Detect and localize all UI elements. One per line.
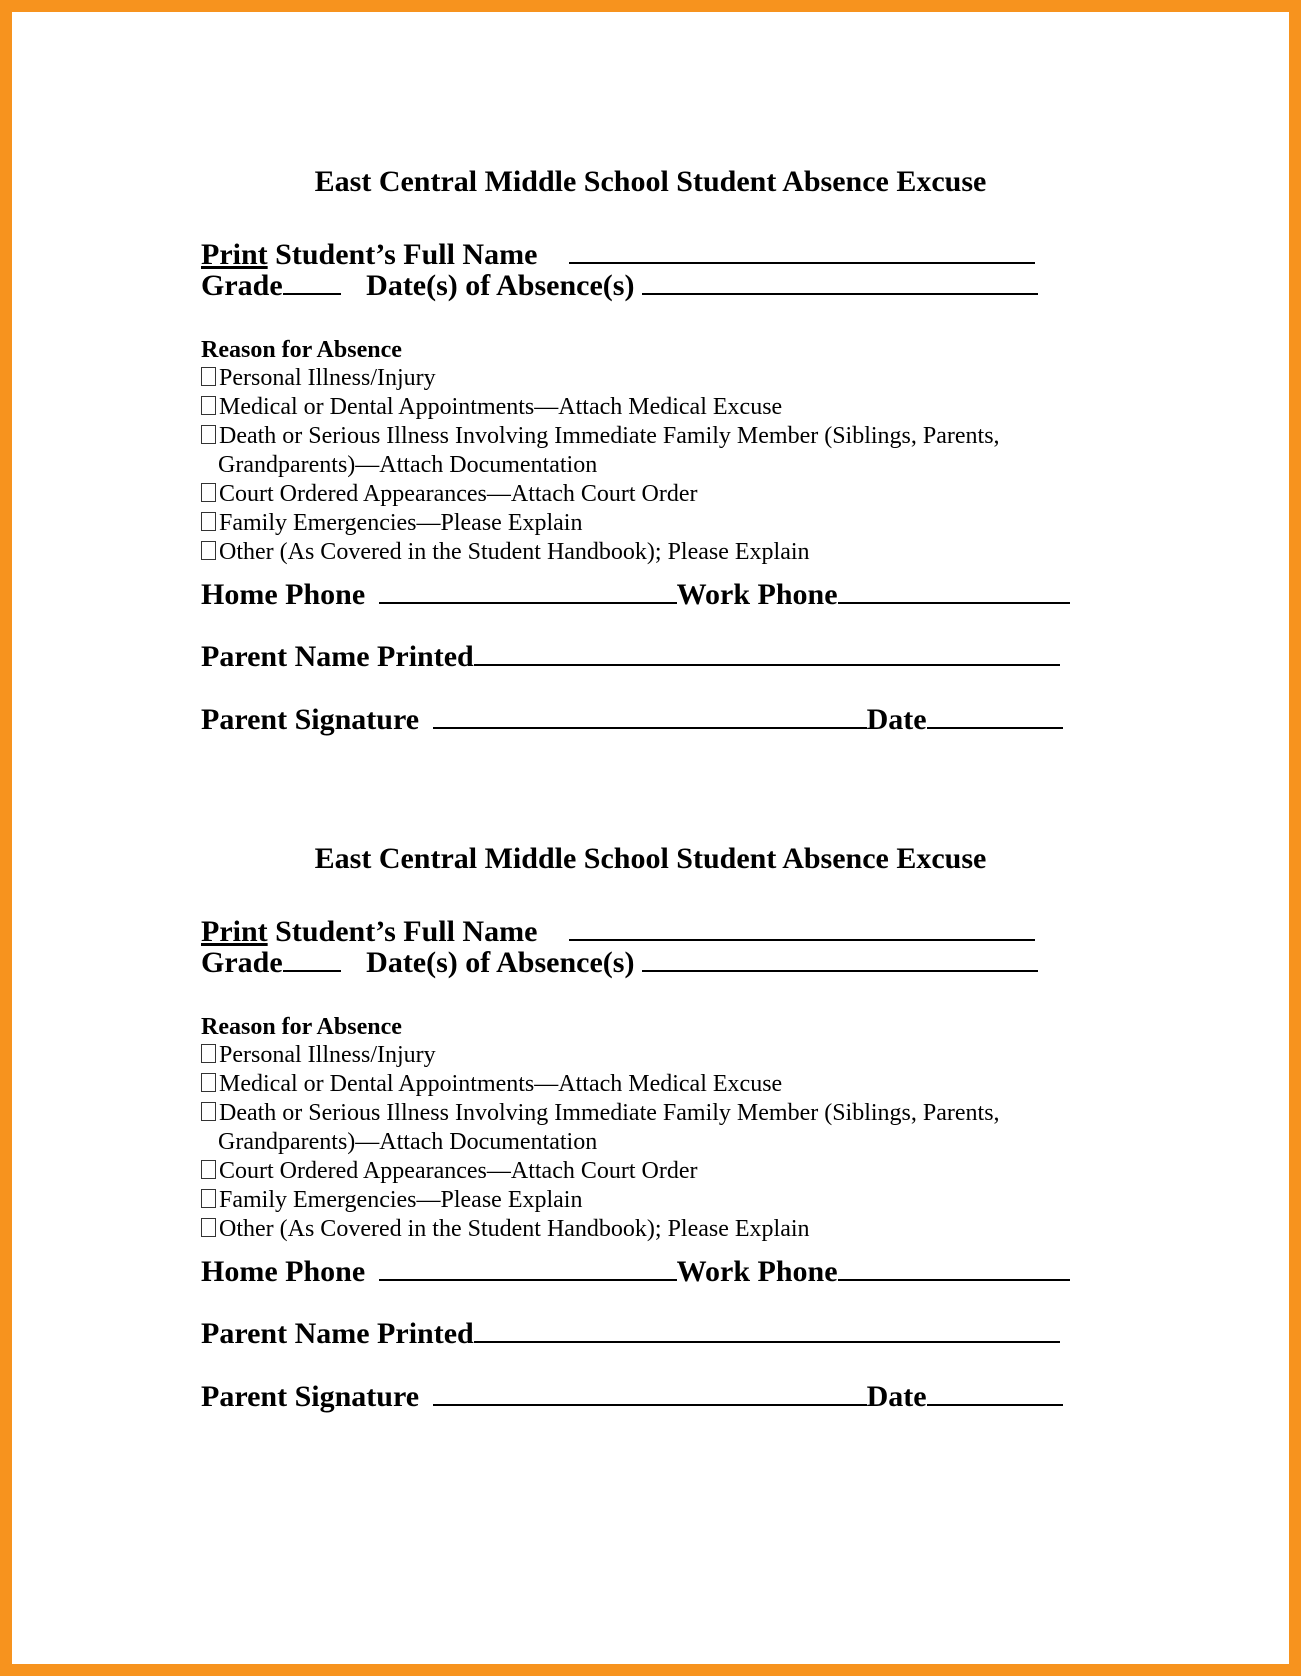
checkbox[interactable] (201, 367, 216, 386)
reason-label: Personal Illness/Injury (219, 1042, 436, 1068)
grade-dates-row (201, 269, 1038, 303)
grade-label: Grade (201, 269, 283, 302)
grade-dates-row (201, 946, 1038, 980)
signature-row (201, 1380, 1063, 1414)
reason-label: Other (As Covered in the Student Handbook); Please Explain (219, 539, 810, 565)
parent-name-label: Parent Name Printed (201, 640, 474, 673)
reason-label: Medical or Dental Appointments—Attach Medical Excuse (219, 394, 783, 420)
print-label: Print (201, 915, 268, 948)
reason-item (201, 422, 1000, 480)
checkbox[interactable] (201, 1073, 216, 1092)
work-phone-field[interactable] (838, 580, 1070, 604)
date-field[interactable] (927, 1382, 1063, 1406)
reason-list (201, 364, 1000, 567)
dates-label: Date(s) of Absence(s) (366, 946, 635, 979)
grade-label: Grade (201, 946, 283, 979)
reason-list (201, 1041, 1000, 1244)
parent-name-row (201, 640, 1060, 674)
checkbox[interactable] (201, 1189, 216, 1208)
work-phone-label: Work Phone (676, 578, 838, 611)
reason-label: Court Ordered Appearances—Attach Court Order (219, 481, 698, 507)
checkbox[interactable] (201, 1160, 216, 1179)
full-name-label: Student’s Full Name (275, 238, 538, 271)
reason-item (201, 1186, 1000, 1215)
parent-signature-label: Parent Signature (201, 703, 420, 736)
reason-label: Court Ordered Appearances—Attach Court Order (219, 1158, 698, 1184)
print-label: Print (201, 238, 268, 271)
reason-label: Family Emergencies—Please Explain (219, 510, 583, 536)
reason-label: Death or Serious Illness Involving Immediate Family Member (Siblings, Parents, (219, 1100, 1000, 1126)
checkbox[interactable] (201, 1044, 216, 1063)
reason-item (201, 1157, 1000, 1186)
reason-item (201, 1215, 1000, 1244)
full-name-label: Student’s Full Name (275, 915, 538, 948)
reason-label: Medical or Dental Appointments—Attach Medical Excuse (219, 1071, 783, 1097)
parent-name-label: Parent Name Printed (201, 1317, 474, 1350)
work-phone-label: Work Phone (676, 1255, 838, 1288)
parent-name-field[interactable] (474, 642, 1060, 666)
phone-row (201, 1255, 1070, 1289)
parent-name-row (201, 1317, 1060, 1351)
home-phone-field[interactable] (379, 1257, 677, 1281)
reason-item (201, 364, 1000, 393)
grade-field[interactable] (283, 271, 341, 295)
absence-form-2 (12, 841, 1289, 1601)
parent-name-field[interactable] (474, 1319, 1060, 1343)
date-label: Date (866, 1380, 927, 1413)
work-phone-field[interactable] (838, 1257, 1070, 1281)
reason-heading: Reason for Absence (201, 1014, 402, 1040)
checkbox[interactable] (201, 1102, 216, 1121)
dates-field[interactable] (642, 948, 1038, 972)
reason-heading: Reason for Absence (201, 337, 402, 363)
reason-item (201, 538, 1000, 567)
home-phone-label: Home Phone (201, 578, 366, 611)
dates-label: Date(s) of Absence(s) (366, 269, 635, 302)
dates-field[interactable] (642, 271, 1038, 295)
checkbox[interactable] (201, 541, 216, 560)
student-name-field[interactable] (569, 917, 1035, 941)
checkbox[interactable] (201, 483, 216, 502)
reason-label: Death or Serious Illness Involving Immediate Family Member (Siblings, Parents, (219, 423, 1000, 449)
checkbox[interactable] (201, 512, 216, 531)
reason-label-continued: Grandparents)—Attach Documentation (218, 1129, 598, 1155)
form-title: East Central Middle School Student Absence Excuse (314, 165, 987, 198)
home-phone-label: Home Phone (201, 1255, 366, 1288)
parent-signature-label: Parent Signature (201, 1380, 420, 1413)
student-name-field[interactable] (569, 240, 1035, 264)
date-field[interactable] (927, 705, 1063, 729)
reason-item (201, 1099, 1000, 1157)
form-title: East Central Middle School Student Absence Excuse (314, 842, 987, 875)
student-name-row (201, 915, 1035, 949)
reason-item (201, 480, 1000, 509)
parent-signature-field[interactable] (433, 705, 867, 729)
home-phone-field[interactable] (379, 580, 677, 604)
reason-item (201, 393, 1000, 422)
reason-label: Personal Illness/Injury (219, 365, 436, 391)
date-label: Date (866, 703, 927, 736)
absence-form-1 (12, 164, 1289, 924)
grade-field[interactable] (283, 948, 341, 972)
reason-label: Family Emergencies—Please Explain (219, 1187, 583, 1213)
reason-item (201, 509, 1000, 538)
signature-row (201, 703, 1063, 737)
reason-item (201, 1041, 1000, 1070)
checkbox[interactable] (201, 396, 216, 415)
page (12, 12, 1289, 1664)
student-name-row (201, 238, 1035, 272)
reason-label-continued: Grandparents)—Attach Documentation (218, 452, 598, 478)
parent-signature-field[interactable] (433, 1382, 867, 1406)
phone-row (201, 578, 1070, 612)
checkbox[interactable] (201, 425, 216, 444)
reason-item (201, 1070, 1000, 1099)
checkbox[interactable] (201, 1218, 216, 1237)
reason-label: Other (As Covered in the Student Handbook); Please Explain (219, 1216, 810, 1242)
